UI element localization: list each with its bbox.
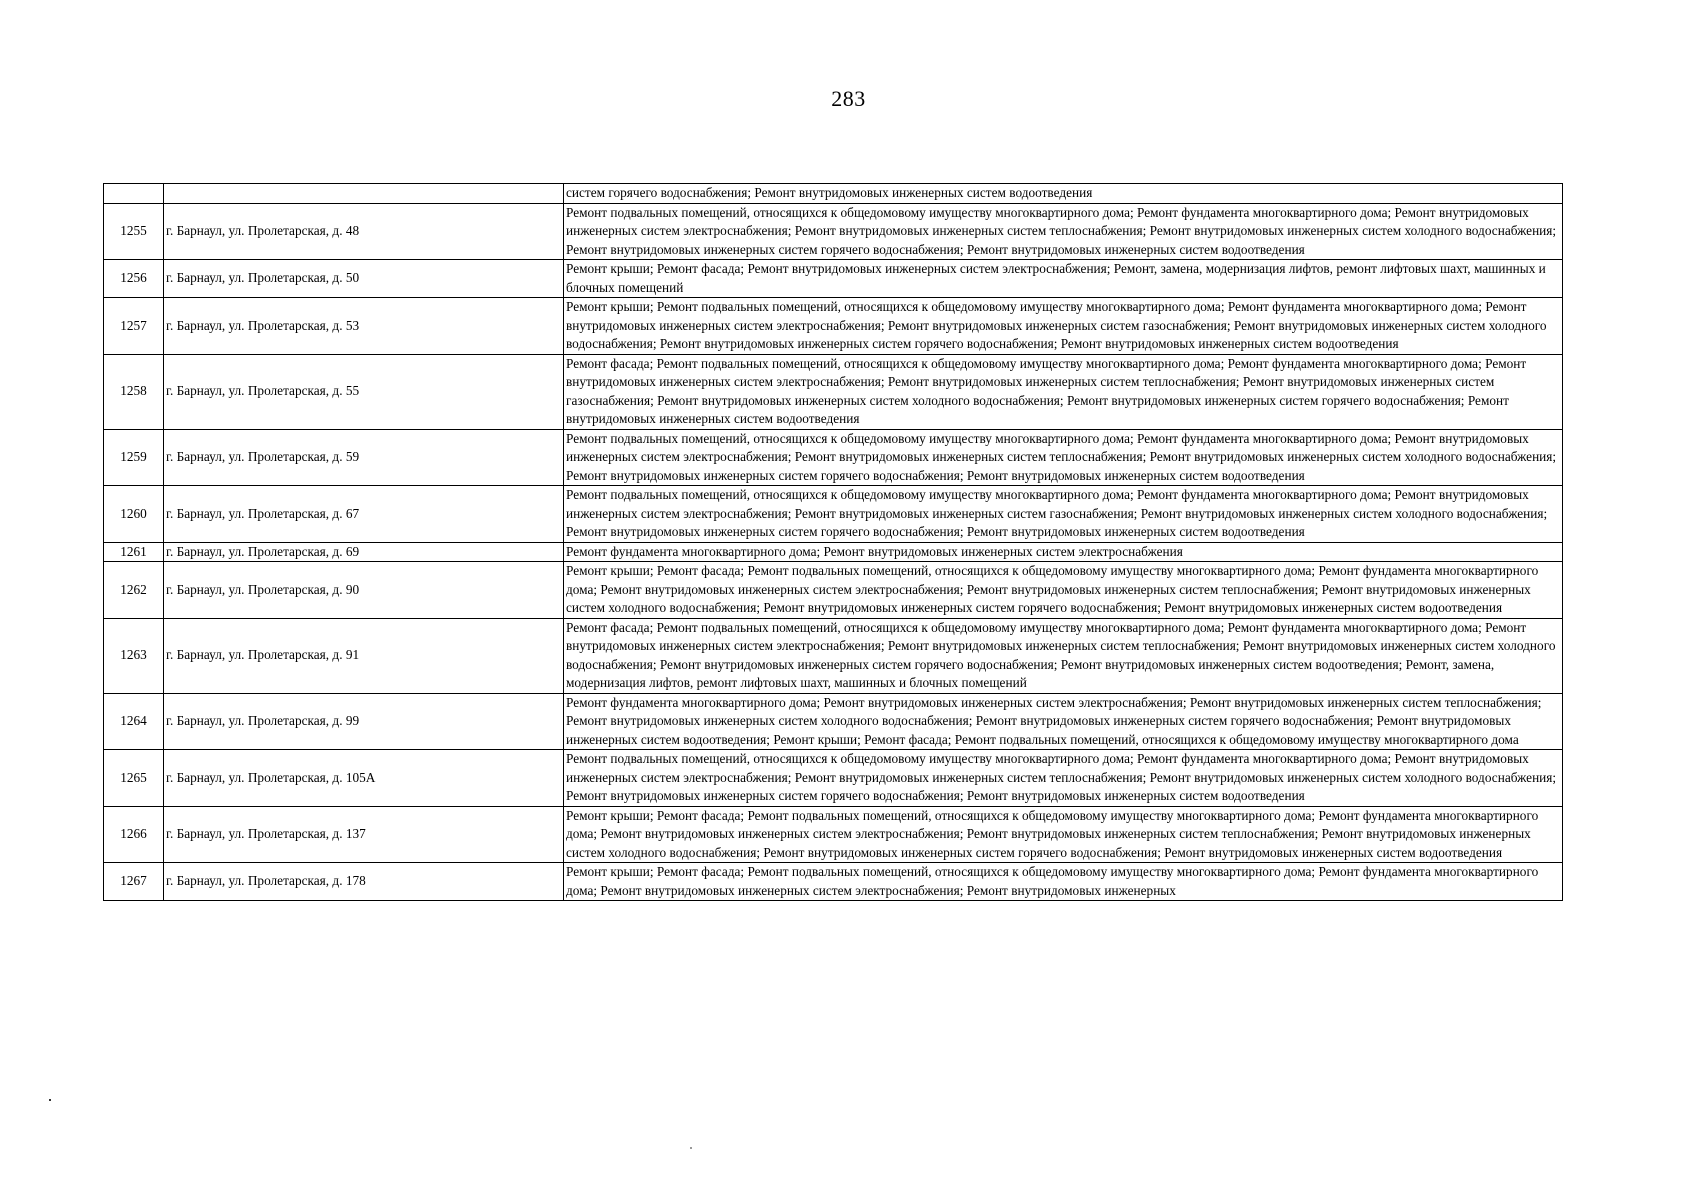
- row-number: 1255: [104, 203, 164, 260]
- row-number: 1257: [104, 298, 164, 355]
- row-works: Ремонт крыши; Ремонт фасада; Ремонт подвальных помещений, относящихся к общедомовому имуществу многоквартирного дома; Ремонт фундамента многоквартирного дома; Ремонт внутридомовых инженерных систем электроснабжения; Ремонт внутридомовых инженерных систем теплоснабжения; Ремонт внутридомовых инженерных систем холодного водоснабжения; Ремонт внутридомовых инженерных систем горячего водоснабжения; Ремонт внутридомовых инженерных систем водоотведения: [564, 562, 1563, 619]
- table-row: [104, 562, 1563, 619]
- row-works: Ремонт подвальных помещений, относящихся к общедомовому имуществу многоквартирного дома; Ремонт фундамента многоквартирного дома; Ремонт внутридомовых инженерных систем электроснабжения; Ремонт внутридомовых инженерных систем теплоснабжения; Ремонт внутридомовых инженерных систем холодного водоснабжения; Ремонт внутридомовых инженерных систем горячего водоснабжения; Ремонт внутридомовых инженерных систем водоотведения: [564, 429, 1563, 486]
- row-address: г. Барнаул, ул. Пролетарская, д. 53: [164, 298, 564, 355]
- row-number: 1256: [104, 260, 164, 298]
- row-number: 1258: [104, 354, 164, 429]
- table-row: [104, 354, 1563, 429]
- row-address: г. Барнаул, ул. Пролетарская, д. 50: [164, 260, 564, 298]
- row-address: г. Барнаул, ул. Пролетарская, д. 91: [164, 618, 564, 693]
- row-number: 1261: [104, 542, 164, 562]
- scan-speck: [49, 1099, 51, 1101]
- row-address: г. Барнаул, ул. Пролетарская, д. 137: [164, 806, 564, 863]
- row-address: г. Барнаул, ул. Пролетарская, д. 59: [164, 429, 564, 486]
- table-row: [104, 429, 1563, 486]
- row-address: [164, 184, 564, 204]
- row-address: г. Барнаул, ул. Пролетарская, д. 90: [164, 562, 564, 619]
- table-row: [104, 750, 1563, 807]
- row-number: 1259: [104, 429, 164, 486]
- row-address: г. Барнаул, ул. Пролетарская, д. 55: [164, 354, 564, 429]
- row-works: Ремонт крыши; Ремонт фасада; Ремонт подвальных помещений, относящихся к общедомовому имуществу многоквартирного дома; Ремонт фундамента многоквартирного дома; Ремонт внутридомовых инженерных систем электроснабжения; Ремонт внутридомовых инженерных: [564, 863, 1563, 901]
- row-works: Ремонт фасада; Ремонт подвальных помещений, относящихся к общедомовому имуществу многоквартирного дома; Ремонт фундамента многоквартирного дома; Ремонт внутридомовых инженерных систем электроснабжения; Ремонт внутридомовых инженерных систем теплоснабжения; Ремонт внутридомовых инженерных систем холодного водоснабжения; Ремонт внутридомовых инженерных систем горячего водоснабжения; Ремонт внутридомовых инженерных систем водоотведения; Ремонт, замена, модернизация лифтов, ремонт лифтовых шахт, машинных и блочных помещений: [564, 618, 1563, 693]
- row-number: 1266: [104, 806, 164, 863]
- table-row: [104, 618, 1563, 693]
- row-address: г. Барнаул, ул. Пролетарская, д. 178: [164, 863, 564, 901]
- row-works: Ремонт фасада; Ремонт подвальных помещений, относящихся к общедомовому имуществу многоквартирного дома; Ремонт фундамента многоквартирного дома; Ремонт внутридомовых инженерных систем электроснабжения; Ремонт внутридомовых инженерных систем теплоснабжения; Ремонт внутридомовых инженерных систем газоснабжения; Ремонт внутридомовых инженерных систем холодного водоснабжения; Ремонт внутридомовых инженерных систем горячего водоснабжения; Ремонт внутридомовых инженерных систем водоотведения: [564, 354, 1563, 429]
- row-works: Ремонт подвальных помещений, относящихся к общедомовому имуществу многоквартирного дома; Ремонт фундамента многоквартирного дома; Ремонт внутридомовых инженерных систем электроснабжения; Ремонт внутридомовых инженерных систем газоснабжения; Ремонт внутридомовых инженерных систем холодного водоснабжения; Ремонт внутридомовых инженерных систем горячего водоснабжения; Ремонт внутридомовых инженерных систем водоотведения: [564, 486, 1563, 543]
- page-number: 283: [831, 86, 866, 111]
- row-address: г. Барнаул, ул. Пролетарская, д. 99: [164, 693, 564, 750]
- row-number: 1265: [104, 750, 164, 807]
- row-number: 1262: [104, 562, 164, 619]
- table-row: [104, 693, 1563, 750]
- table-row: [104, 298, 1563, 355]
- table-row: [104, 863, 1563, 901]
- row-works: Ремонт крыши; Ремонт фасада; Ремонт внутридомовых инженерных систем электроснабжения; Ремонт, замена, модернизация лифтов, ремонт лифтовых шахт, машинных и блочных помещений: [564, 260, 1563, 298]
- row-works: Ремонт подвальных помещений, относящихся к общедомовому имуществу многоквартирного дома; Ремонт фундамента многоквартирного дома; Ремонт внутридомовых инженерных систем электроснабжения; Ремонт внутридомовых инженерных систем теплоснабжения; Ремонт внутридомовых инженерных систем холодного водоснабжения; Ремонт внутридомовых инженерных систем горячего водоснабжения; Ремонт внутридомовых инженерных систем водоотведения: [564, 203, 1563, 260]
- row-address: г. Барнаул, ул. Пролетарская, д. 48: [164, 203, 564, 260]
- row-address: г. Барнаул, ул. Пролетарская, д. 67: [164, 486, 564, 543]
- table-row: [104, 203, 1563, 260]
- table-row: [104, 260, 1563, 298]
- row-address: г. Барнаул, ул. Пролетарская, д. 69: [164, 542, 564, 562]
- row-works: Ремонт подвальных помещений, относящихся к общедомовому имуществу многоквартирного дома; Ремонт фундамента многоквартирного дома; Ремонт внутридомовых инженерных систем электроснабжения; Ремонт внутридомовых инженерных систем теплоснабжения; Ремонт внутридомовых инженерных систем холодного водоснабжения; Ремонт внутридомовых инженерных систем горячего водоснабжения; Ремонт внутридомовых инженерных систем водоотведения: [564, 750, 1563, 807]
- table-row: [104, 184, 1563, 204]
- table-row: [104, 486, 1563, 543]
- row-address: г. Барнаул, ул. Пролетарская, д. 105А: [164, 750, 564, 807]
- row-works: Ремонт фундамента многоквартирного дома; Ремонт внутридомовых инженерных систем электроснабжения: [564, 542, 1563, 562]
- row-number: 1263: [104, 618, 164, 693]
- row-works: систем горячего водоснабжения; Ремонт внутридомовых инженерных систем водоотведения: [564, 184, 1563, 204]
- row-works: Ремонт фундамента многоквартирного дома; Ремонт внутридомовых инженерных систем электроснабжения; Ремонт внутридомовых инженерных систем теплоснабжения; Ремонт внутридомовых инженерных систем холодного водоснабжения; Ремонт внутридомовых инженерных систем горячего водоснабжения; Ремонт внутридомовых инженерных систем водоотведения; Ремонт крыши; Ремонт фасада; Ремонт подвальных помещений, относящихся к общедомовому имуществу многоквартирного дома: [564, 693, 1563, 750]
- scan-speck: [690, 1147, 692, 1149]
- registry-table-body: [104, 184, 1563, 901]
- row-number: [104, 184, 164, 204]
- row-works: Ремонт крыши; Ремонт подвальных помещений, относящихся к общедомовому имуществу многоквартирного дома; Ремонт фундамента многоквартирного дома; Ремонт внутридомовых инженерных систем электроснабжения; Ремонт внутридомовых инженерных систем газоснабжения; Ремонт внутридомовых инженерных систем холодного водоснабжения; Ремонт внутридомовых инженерных систем горячего водоснабжения; Ремонт внутридомовых инженерных систем водоотведения: [564, 298, 1563, 355]
- row-number: 1267: [104, 863, 164, 901]
- table-row: [104, 542, 1563, 562]
- table-row: [104, 806, 1563, 863]
- row-number: 1260: [104, 486, 164, 543]
- registry-table: [103, 183, 1563, 901]
- row-works: Ремонт крыши; Ремонт фасада; Ремонт подвальных помещений, относящихся к общедомовому имуществу многоквартирного дома; Ремонт фундамента многоквартирного дома; Ремонт внутридомовых инженерных систем электроснабжения; Ремонт внутридомовых инженерных систем теплоснабжения; Ремонт внутридомовых инженерных систем холодного водоснабжения; Ремонт внутридомовых инженерных систем горячего водоснабжения; Ремонт внутридомовых инженерных систем водоотведения: [564, 806, 1563, 863]
- row-number: 1264: [104, 693, 164, 750]
